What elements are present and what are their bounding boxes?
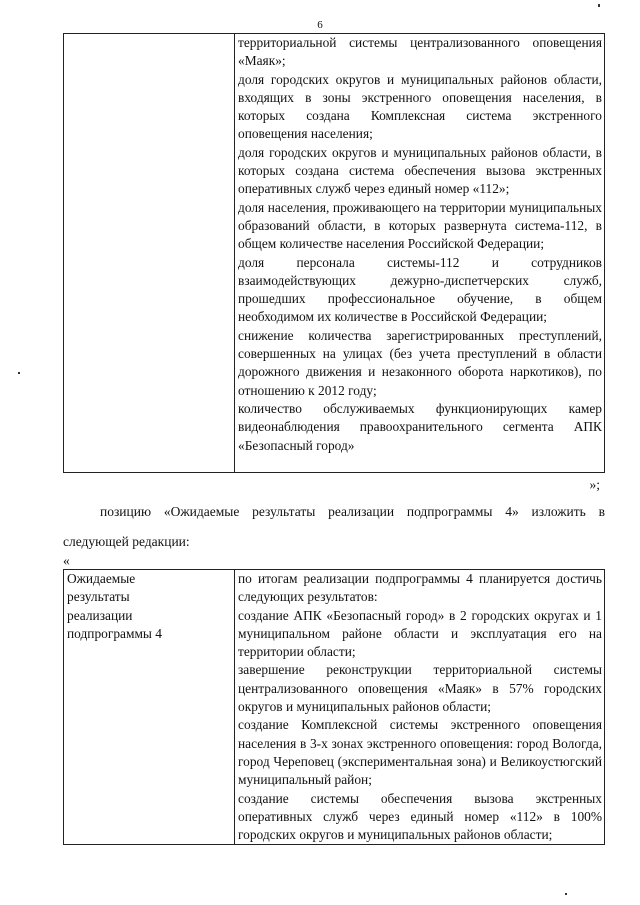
list-item: снижение количества зарегистрированных преступлений, совершенных на улицах (без учета преступлений в области дорожного движения и незаконного оборота наркотиков), по отношению к 2012 году; — [238, 327, 602, 398]
results-table — [63, 569, 605, 845]
opening-quote: « — [63, 553, 70, 568]
list-item: создание АПК «Безопасный город» в 2 городских округах и 1 муниципальном районе области и эксплуатация его на территории области; — [238, 607, 602, 660]
list-item: создание Комплексной системы экстренного оповещения населения в 3-х зонах экстренного оповещения: город Вологда, город Череповец (экспериментальная зона) и Великоустюгский муниципальный район; — [238, 717, 602, 788]
scan-speck — [18, 372, 20, 374]
left-cell-line: результаты — [67, 589, 130, 605]
table-right-cell — [235, 34, 605, 473]
table-left-cell — [64, 570, 235, 845]
list-item: завершение реконструкции территориальной системы централизованного оповещения «Маяк» в 57% городских округов и муниципальных районов области; — [238, 662, 602, 715]
list-item: количество обслуживаемых функционирующих камер видеонаблюдения правоохранительного сегмента АПК «Безопасный город» — [238, 400, 602, 453]
list-item: территориальной системы централизованного оповещения «Маяк»; — [238, 35, 602, 69]
left-cell-line: Ожидаемые — [67, 571, 136, 586]
list-item: создание системы обеспечения вызова экстренных оперативных служб через единый номер «112» в 100% городских округов и муниципальных районов области; — [238, 790, 602, 843]
list-item: по итогам реализации подпрограммы 4 планируется достичь следующих результатов: — [238, 571, 602, 605]
scan-speck — [565, 893, 567, 895]
scan-speck — [598, 4, 600, 7]
closing-quote: »; — [589, 477, 600, 492]
left-cell-line: подпрограммы 4 — [67, 625, 162, 641]
body-paragraph: позицию «Ожидаемые результаты реализации подпрограммы 4» изложить в следующей редакции: — [63, 504, 605, 549]
list-item: доля городских округов и муниципальных районов области, в которых создана система обеспечения вызова экстренных оперативных служб через единый номер «112»; — [238, 144, 602, 197]
continued-table — [63, 33, 605, 473]
list-item: доля персонала системы-112 и сотрудников взаимодействующих дежурно-диспетчерских служб, прошедших профессиональное обучение, в общем необходимом их количестве в Российской Федерации; — [238, 254, 602, 325]
list-item: доля населения, проживающего на территории муниципальных образований области, в которых развернута система-112, в общем количестве населения Российской Федерации; — [238, 199, 602, 252]
page-number: 6 — [317, 19, 323, 31]
left-cell-line: реализации — [67, 607, 133, 623]
table-row — [64, 34, 605, 473]
table-left-cell — [64, 34, 235, 473]
list-item: доля городских округов и муниципальных районов области, входящих в зоны экстренного оповещения населения, в которых создана Комплексная система экстренного оповещения населения; — [238, 71, 602, 142]
table-row — [64, 570, 605, 845]
table-right-cell — [235, 570, 605, 845]
